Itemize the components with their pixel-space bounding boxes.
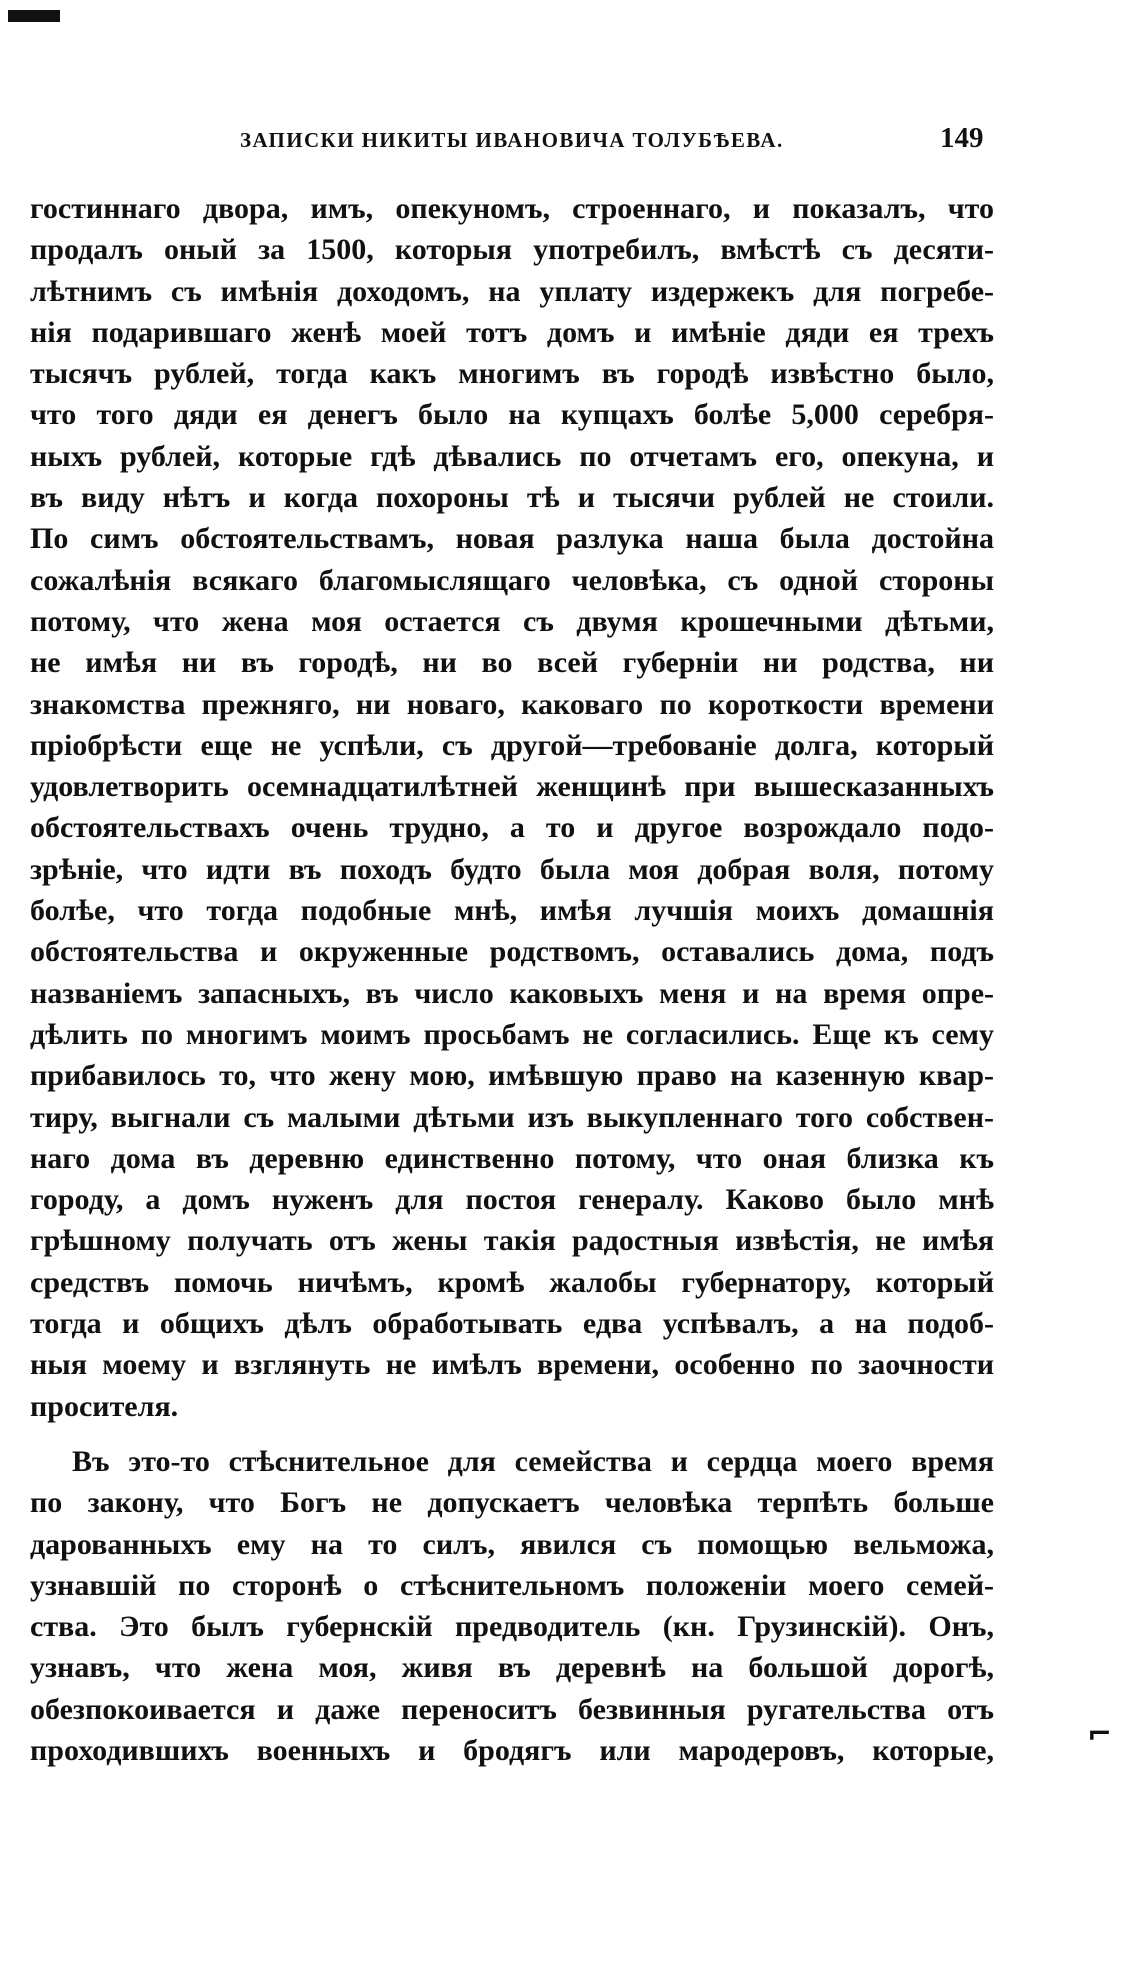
paragraph	[30, 188, 994, 1427]
text-line: знакомства прежняго, ни новаго, каковаго по короткости времени	[30, 687, 994, 721]
text-line: тогда и общихъ дѣлъ обработывать едва успѣвалъ, а на подоб-	[30, 1307, 994, 1341]
text-line: лѣтнимъ съ имѣнія доходомъ, на уплату издержекъ для погребе-	[30, 274, 994, 308]
text-line: средствъ помочь ничѣмъ, кромѣ жалобы губернатору, который	[30, 1265, 994, 1299]
text-line: Въ это-то стѣснительное для семейства и сердца моего время	[72, 1444, 994, 1478]
paragraph	[30, 1441, 994, 1771]
text-line: ныя моему и взглянуть не имѣлъ времени, особенно по заочности	[30, 1348, 994, 1382]
text-line: грѣшному получать отъ жены такія радостныя извѣстія, не имѣя	[30, 1224, 994, 1258]
body-text	[30, 188, 994, 1771]
text-line: обезпокоивается и даже переноситъ безвинныя ругательства отъ	[30, 1692, 994, 1726]
text-line: По симъ обстоятельствамъ, новая разлука наша была достойна	[30, 522, 994, 556]
text-line: ства. Это былъ губернскій предводитель (кн. Грузинскій). Онъ,	[30, 1610, 994, 1644]
text-line: дѣлить по многимъ моимъ просьбамъ не согласились. Еще къ сему	[30, 1017, 994, 1051]
text-line: дарованныхъ ему на то силъ, явился съ помощью вельможа,	[30, 1527, 994, 1561]
text-line: нія подарившаго женѣ моей тотъ домъ и имѣніе дяди ея трехъ	[30, 315, 994, 349]
page-number: 149	[940, 122, 984, 154]
text-line: болѣе, что тогда подобные мнѣ, имѣя лучшія моихъ домашнія	[30, 894, 994, 928]
text-line: тиру, выгнали съ малыми дѣтьми изъ выкупленнаго того собствен-	[30, 1100, 994, 1134]
text-line: въ виду нѣтъ и когда похороны тѣ и тысячи рублей не стоили.	[30, 481, 994, 515]
text-line: ныхъ рублей, которые гдѣ дѣвались по отчетамъ его, опекуна, и	[30, 439, 994, 473]
text-line: узнавшій по сторонѣ о стѣснительномъ положеніи моего семей-	[30, 1568, 994, 1602]
text-line: зрѣніе, что идти въ походъ будто была моя добрая воля, потому	[30, 852, 994, 886]
text-line: проходившихъ военныхъ и бродягъ или мародеровъ, которые,	[30, 1733, 994, 1767]
text-line: прибавилось то, что жену мою, имѣвшую право на казенную квар-	[30, 1059, 994, 1093]
running-title: ЗАПИСКИ НИКИТЫ ИВАНОВИЧА ТОЛУБѢЕВА.	[240, 128, 784, 152]
scan-corner-mark	[8, 10, 60, 22]
text-line: наго дома въ деревню единственно потому, что оная близка къ	[30, 1141, 994, 1175]
margin-mark: ⌐	[1087, 1717, 1113, 1752]
text-line: обстоятельствахъ очень трудно, а то и другое возрождало подо-	[30, 811, 994, 845]
text-line: продалъ оный за 1500, которыя употребилъ, вмѣстѣ съ десяти-	[30, 233, 994, 267]
text-line: по закону, что Богъ не допускаетъ человѣка терпѣть больше	[30, 1486, 994, 1520]
text-line: городу, а домъ нуженъ для постоя генералу. Каково было мнѣ	[30, 1183, 994, 1217]
text-line: тысячъ рублей, тогда какъ многимъ въ городѣ извѣстно было,	[30, 357, 994, 391]
text-line: названіемъ запасныхъ, въ число каковыхъ меня и на время опре-	[30, 976, 994, 1010]
text-line: потому, что жена моя остается съ двумя крошечными дѣтьми,	[30, 604, 994, 638]
paragraph-gap	[30, 1427, 994, 1441]
text-line: узнавъ, что жена моя, живя въ деревнѣ на большой дорогѣ,	[30, 1651, 994, 1685]
text-line: пріобрѣсти еще не успѣли, съ другой—требованіе долга, который	[30, 728, 994, 762]
text-line: что того дяди ея денегъ было на купцахъ болѣе 5,000 серебря-	[30, 398, 994, 432]
text-line: обстоятельства и окруженные родствомъ, оставались дома, подъ	[30, 935, 994, 969]
text-line: гостиннаго двора, имъ, опекуномъ, строеннаго, и показалъ, что	[30, 192, 994, 225]
text-line: удовлетворить осемнадцатилѣтней женщинѣ при вышесказанныхъ	[30, 770, 994, 804]
text-line: просителя.	[30, 1389, 179, 1423]
text-line: сожалѣнія всякаго благомыслящаго человѣка, съ одной стороны	[30, 563, 994, 597]
text-line: не имѣя ни въ городѣ, ни во всей губерніи ни родства, ни	[30, 646, 994, 680]
